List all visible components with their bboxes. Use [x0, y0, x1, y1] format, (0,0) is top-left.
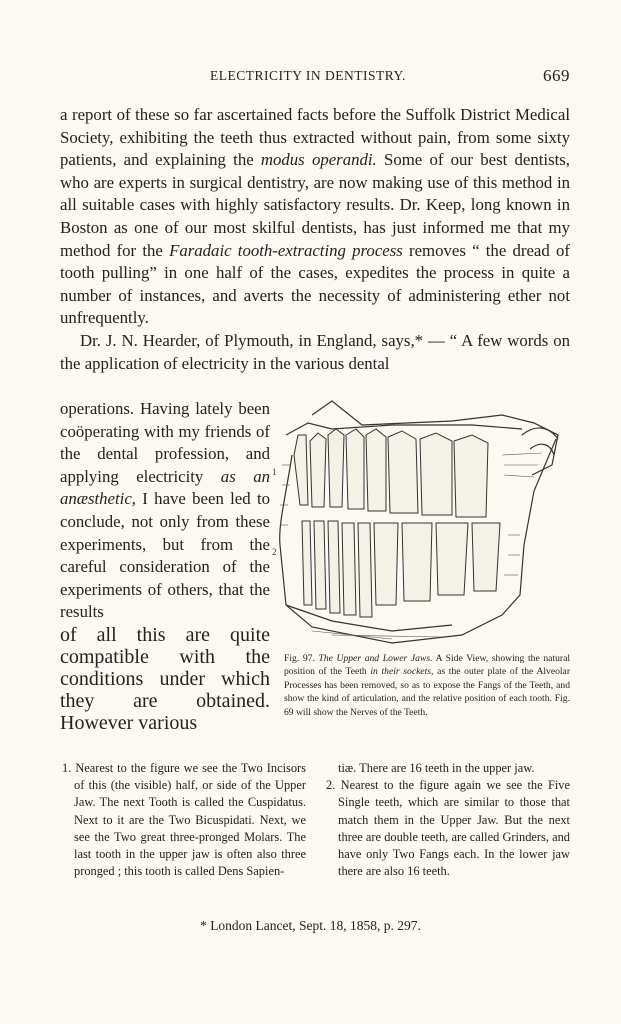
running-header	[60, 68, 570, 88]
flow-text-b: I have been led to conclude, not only from these experiments, but from the careful consideration of the experiments of others, that the results	[60, 489, 270, 622]
flow-text-c: of all this are quite compatible with the conditions under which they are obtained. However various	[60, 624, 270, 734]
flow-italic: as an anæsthetic,	[60, 466, 270, 509]
figure-notes-left	[62, 760, 306, 880]
note-2: 2. Nearest to the figure again we see the Five Single teeth, which are similar to those that match them in the Upper Jaw. But the next three are double teeth, are called Grinders, and have only Two Fangs each. In the lower jaw there are also 16 teeth.	[326, 778, 570, 879]
jaw-illustration-icon	[272, 395, 568, 647]
note-1-continued: tiæ. There are 16 teeth in the upper jaw.	[338, 761, 535, 775]
main-text	[60, 104, 570, 375]
para1-italic-a: modus operandi.	[260, 150, 377, 170]
figure-title: The Upper and Lower Jaws.	[318, 653, 433, 664]
wrapped-text-large	[60, 624, 270, 734]
svg-text:2: 2	[272, 547, 277, 557]
para1-text-a: a report of these so far ascertained facts before the Suffolk District Medical Society, exhibiting the teeth thus extracted without pain, from some sixty patients, and explaining the	[60, 105, 570, 170]
figure-desc-b: as the outer plate of the Alveolar Processes has been removed, so as to expose the Fangs of the Teeth, and show the kind of articulation, and the relative position of each tooth. Fig. 69 will show the Nerves of the Teeth.	[284, 666, 571, 718]
para1-text-c: removes “ the dread of tooth pulling” in one half of the cases, expedites the process in quite a number of instances, and averts the necessity of administering ether not unfrequently.	[60, 240, 570, 328]
svg-text:1: 1	[272, 467, 277, 477]
note-1: 1. Nearest to the figure we see the Two Incisors of this (the visible) half, or side of the Upper Jaw. The next Tooth is called the Cuspidatus. Next to it are the Two Bicuspidati. Next, we see the Two great three-pronged Molars. The last tooth in the upper jaw is often also three pronged ; this tooth is called Dens Sapien-	[62, 761, 306, 879]
paragraph-1	[60, 104, 570, 330]
footnote: * London Lancet, Sept. 18, 1858, p. 297.	[200, 918, 421, 933]
para1-italic-b: Faradaic tooth-extracting process	[169, 240, 403, 260]
figure-caption	[284, 652, 570, 719]
para2-text: Dr. J. N. Hearder, of Plymouth, in England, says,* — “ A few words on the application of electricity in the various dental	[60, 330, 570, 373]
page-number: 669	[543, 66, 570, 85]
flow-text-a: operations. Having lately been coöperating with my friends of the dental profession, and applying electricity	[60, 399, 270, 486]
figure-label: Fig. 97.	[284, 653, 315, 664]
figure-desc-a: A Side View, showing the natural position of the Teeth	[284, 653, 570, 678]
para1-text-b: Some of our best dentists, who are experts in surgical dentistry, are now making use of this method in all suitable cases with highly satisfactory results. Dr. Keep, long known in Boston as one of our most skilful dentists, has just informed me that my method for the	[60, 150, 570, 260]
paragraph-2	[60, 330, 570, 375]
figure-notes-right	[326, 760, 570, 880]
header-title: ELECTRICITY IN DENTISTRY.	[210, 68, 406, 83]
wrapped-text	[60, 398, 270, 624]
figure-italic: in their sockets,	[370, 666, 434, 678]
jaw-illustration	[272, 395, 568, 647]
